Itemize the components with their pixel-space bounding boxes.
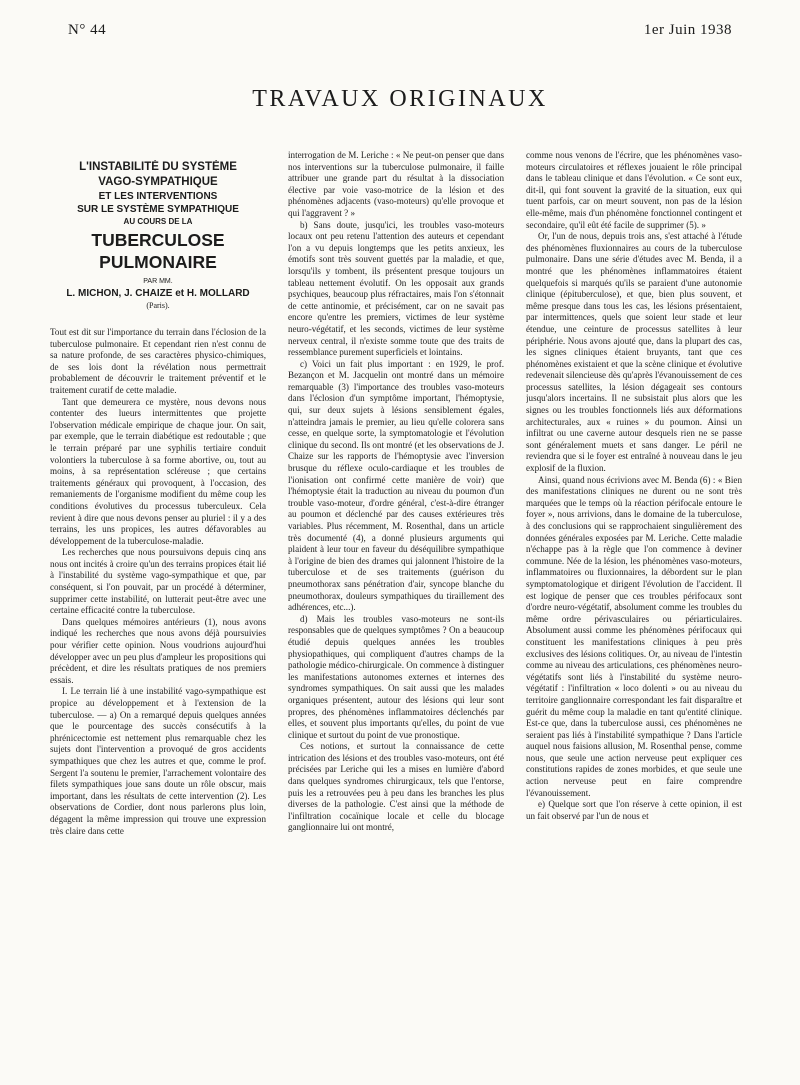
paragraph: Tout est dit sur l'importance du terrain dans l'éclosion de la tuberculose pulmonaire. Et cependant rien n'est connu de sa nature profonde, de ses caractères physico-chimiques, de ses lois dont la révélation nous permettrait probablement de découvrir le traitement préventif et le traitement curatif de cette maladie.: [50, 327, 266, 395]
article-title-line-1: L'INSTABILITÉ DU SYSTÈME: [79, 161, 237, 173]
paragraph: e) Quelque sort que l'on réserve à cette opinion, il est un fait observé par l'un de nous et: [526, 799, 742, 821]
by-label: PAR MM.: [143, 278, 173, 285]
section-title: TRAVAUX ORIGINAUX: [252, 86, 548, 112]
column-1: [50, 160, 266, 1085]
paragraph: b) Sans doute, jusqu'ici, les troubles vaso-moteurs locaux ont peu retenu l'attention des auteurs et cependant l'on a vu depuis longtemps que les petits anxieux, les émotifs sont très souvent guettés par la maladie, et que, lorsqu'ils y tombent, ils présentent presque toujours un tableau nettement évolutif. On les opposait aux grands psychiques, beaucoup plus réfractaires, mais l'on s'étonnait de cette antinomie, et précisément, car on ne savait pas encore qu'entre les premiers, victimes de leur système neuro-végétatif, et les seconds, victimes de leur système nerveux central, il n'existe somme toute que des traits de ressemblance purement superficiels et lointains.: [288, 219, 504, 358]
article-title-line-2: VAGO-SYMPATHIQUE: [98, 176, 218, 188]
paragraph: I. Le terrain lié à une instabilité vago-sympathique est propice au développement et à l'extension de la tuberculose. — a) On a remarqué depuis quelques années que le pourcentage des succès consécutifs à la phrénicectomie est nettement plus remarquable chez les sujets dont l'intervention a provoqué de gros accidents sympathiques que chez les autres et que, comme le prof. Sergent l'a soutenu le premier, l'arrachement volontaire des filets sympathiques joue sans doute un rôle obscur, mais important, dans les résultats de cette intervention (2). Les observations de Cordier, dont nous parlerons plus loin, dégagent la même impression qui trouve une expression très claire dans cette: [50, 686, 266, 836]
paragraph: Ainsi, quand nous écrivions avec M. Benda (6) : « Bien des manifestations cliniques ne durent ou ne sont très marquées que le temps où la réaction périfocale entoure le foyer », nous arrivions, dans le domaine de la tuberculose, à des conclusions qui se rapprochaient singulièrement des données générales exposées par M. Leriche. Cette maladie n'échappe pas à la règle que l'on commence à deviner commune. Née de la lésion, les phénomènes vaso-moteurs, inflammatoires ou fluxionnaires, la débordent sur le plan symptomatologique et dirigent l'évolution de l'accident. Il est logique de penser que ces troubles périfocaux sont d'ordre neuro-végétatif, absolument comme les troubles du même ordre périvasculaires ou périarticulaires. Absolument aussi comme les phénomènes périfocaux qui constituent les manifestations cliniques à peu près exclusives des lésions colitiques. Or, au niveau de l'intestin comme au niveau des articulations, ces phénomènes neuro-végétatifs sont liés à l'instabilité du système neuro-végétatif : l'infiltration « loco dolenti » ou au niveau du territoire ganglionnaire correspondant les fait disparaître et guérit du même coup la maladie en tant qu'entité clinique. Est-ce que, dans la tuberculose aussi, ces phénomènes ne seraient pas liés à l'instabilité sympathique ? Dans l'article auquel nous faisions allusion, M. Rosenthal pense, comme nous, que seule une action nerveuse peut expliquer ces constitutions rapides de zones morbides, et que seule une action nerveuse peut en faire comprendre l'évanouissement.: [526, 474, 742, 798]
column-2: [288, 150, 504, 1075]
paragraph: c) Voici un fait plus important : en 1929, le prof. Bezançon et M. Jacquelin ont montré dans un mémoire remarquable (3) l'importance des troubles vaso-moteurs dans l'éclosion d'un symptôme important, l'hémoptysie, qui, sur deux sujets à lésions sensiblement égales, n'atteindra jamais le premier, au lieu qu'elle colorera sans cesse, en quelque sorte, la symptomatologie et l'évolution clinique du second. Ils ont montré (et les observations de J. Chaize sur les rapports de l'hémoptysie avec l'inversion brusque du réflexe oculo-cardiaque et les troubles de l'ionisation ont confirmé cette manière de voir) que l'hémoptysie était la traduction au niveau du poumon d'un trouble vaso-moteur, d'ordre général, c'est-à-dire étranger au poumon et déclenché par des causes extérieures très variables. Plus récemment, M. Rosenthal, dans un article très documenté (4), a donné plusieurs arguments qui plaident à leur tour en faveur du déséquilibre sympathique à l'origine de bien des drames qui jalonnent l'histoire de la tuberculose et de ses traitements (guérison du pneumothorax sans pénétration d'air, syncope blanche du pneumothorax, douleurs sympathiques du tiraillement des adhérences, etc...).: [288, 358, 504, 613]
column-3: [526, 150, 742, 1075]
article-title-line-3: ET LES INTERVENTIONS: [98, 191, 218, 202]
authors: L. MICHON, J. CHAIZE et H. MOLLARD: [66, 288, 250, 299]
article-title-main: TUBERCULOSE PULMONAIRE: [91, 230, 225, 272]
paragraph: d) Mais les troubles vaso-moteurs ne sont-ils responsables que de quelques symptômes ? On a beaucoup étudié depuis quelques années les troubles physiopathiques, qui compliquent d'autres champs de la pathologie médico-chirurgicale. On commence à distinguer les manifestations autonomes externes et internes des syndromes sympathiques. On sait aussi que les malades organiques présentent, autour des lésions qui leur sont propres, des phénomènes inflammatoires déclenchés par elles, et souvent plus importants qu'elles, du point de vue clinique et surtout du point de vue pronostique.: [288, 613, 504, 740]
issue-number: N° 44: [68, 22, 107, 38]
paragraph: comme nous venons de l'écrire, que les phénomènes vaso-moteurs circulatoires et réflexes jouaient le rôle principal dans le tableau clinique et dans l'évolution. « Ce sont eux, dit-il, qui font souvent la gravité de la situation, eux qui tuent parfois, car on meurt souvent, non pas de la lésion elle-même, mais d'un phénomène fonctionnel contingent et secondaire, qu'il eût été facile de supprimer (5). »: [526, 150, 742, 230]
article-title-line-5: AU COURS DE LA: [123, 217, 193, 226]
paragraph: Dans quelques mémoires antérieurs (1), nous avons indiqué les recherches que nous avons déjà poursuivies pour vérifier cette opinion. Nous voudrions aujourd'hui développer avec un peu plus d'ampleur les propositions qui précèdent, et dire les résultats pratiques de nos premiers essais.: [50, 616, 266, 685]
issue-date: 1er Juin 1938: [643, 22, 732, 38]
paragraph: Ces notions, et surtout la connaissance de cette intrication des lésions et des troubles vaso-moteurs, ont été précisées par Leriche qui les a mises en lumière d'abord dans quelques syndromes chirurgicaux, tels que l'entorse, puis les a retrouvées peu à peu dans les branches les plus diverses de la pathologie. C'est ainsi que la méthode de l'infiltration cocaïnique locale et celle du blocage ganglionnaire lui ont montré,: [288, 741, 504, 833]
place: (Paris).: [146, 301, 170, 310]
paragraph: Les recherches que nous poursuivons depuis cinq ans nous ont incités à croire qu'un des terrains propices était lié à l'instabilité du système vago-sympathique et que, par conséquent, si l'on pouvait, par un procédé à déterminer, supprimer cette instabilité, on lutterait peut-être avec une certaine efficacité contre la tuberculose.: [50, 547, 266, 616]
article-title-line-4: SUR LE SYSTÈME SYMPATHIQUE: [77, 204, 239, 215]
paragraph: Tant que demeurera ce mystère, nous devons nous contenter des lueurs intermittentes que projette l'observation médicale empirique de chaque jour. On sait, par exemple, que le terrain diabétique est redoutable ; que le terrain préparé par une syphilis tertiaire conduit volontiers la tuberculose à sa forme abortive, ou, tout au moins, à sa représentation scléreuse ; que certains traitements généraux qui provoquent, à l'occasion, des remaniements de l'organisme modifient du même coup les conditions évolutives du processus tuberculeux. Cela revient à dire que nous devons penser au pluriel : il y a des terrains, les uns propices, les autres défavorables au développement de la tuberculose-maladie.: [50, 396, 266, 546]
paragraph: Or, l'un de nous, depuis trois ans, s'est attaché à l'étude des phénomènes fluxionnaires au cours de la tuberculose pulmonaire. Dans une série d'études avec M. Benda, il a montré que les phénomènes inflammatoires étaient quelquefois si marqués qu'ils se paraient d'une autonomie clinique (épituberculose), et que, bien plus souvent, et même presque dans tous les cas, les lésions présentaient, par intermittences, quels que soient leur stade et leur étendue, une ceinture de processus satellites à leur périphérie. Nous avons ajouté que, dans la plupart des cas, les signes cliniques étaient bruyants, tant que ces phénomènes existaient et que la scène clinique et évolutive redevenait silencieuse dès qu'après l'évanouissement de ces processus satellites, la lésion dégageait ses contours jusqu'alors incertains. Il ne subsistait plus alors que les signes ou les troubles fonctionnels liés aux déformations architecturales, aux « ruines » du poumon. Ainsi un infiltrat ou une caverne autour desquels rien ne se passe sont généralement muets et sans danger. Le péril ne reviendra que si le foyer est entraîné à nouveau dans le jeu explosif de la fluxion.: [526, 231, 742, 474]
paragraph: interrogation de M. Leriche : « Ne peut-on penser que dans nos interventions sur la tuberculose pulmonaire, il faille attribuer une grande part du résultat à la dissociation élective par voie vaso-motrice de la lésion et des phénomènes adjacents (vaso-moteurs) qu'elle provoque et qui l'aggravent ? »: [288, 150, 504, 218]
